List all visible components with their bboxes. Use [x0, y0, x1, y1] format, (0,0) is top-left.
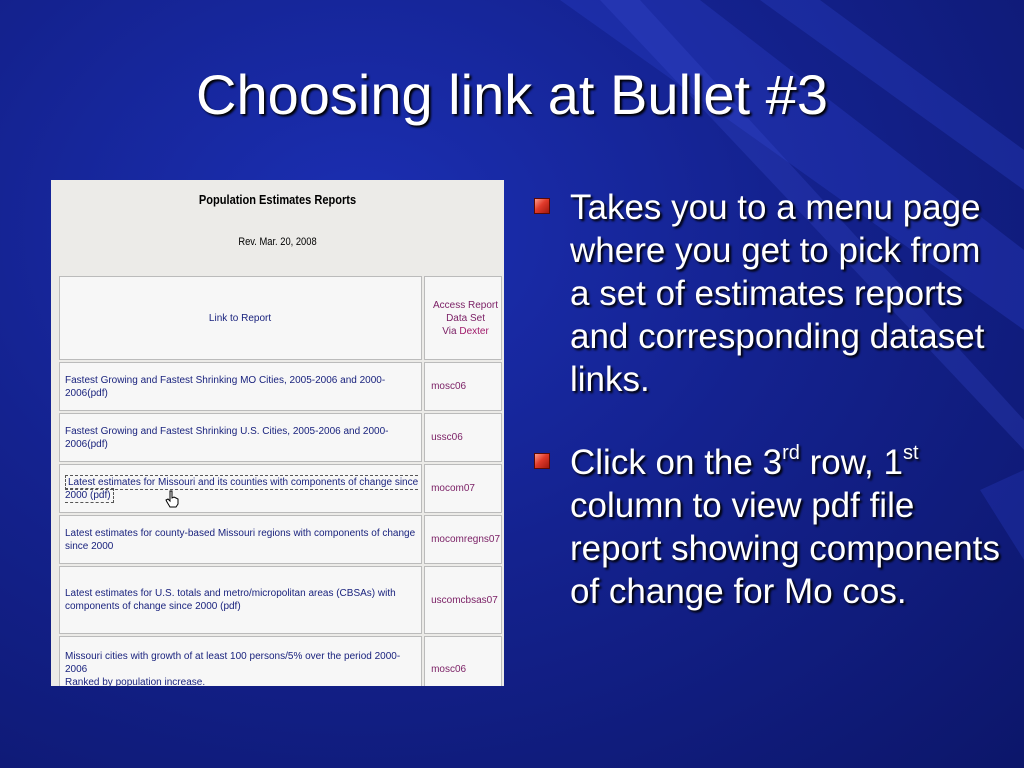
dataset-link[interactable]: mosc06 [424, 362, 502, 411]
dataset-link[interactable]: uscomcbsas07 [424, 566, 502, 634]
header-access-report [424, 276, 502, 360]
table-row [59, 566, 502, 634]
dexter-link[interactable]: Dexter [459, 325, 489, 337]
report-link[interactable]: Fastest Growing and Fastest Shrinking MO Cities, 2005-2006 and 2000-2006(pdf) [59, 362, 422, 411]
header-dataset-label: Data Set [446, 312, 485, 324]
bullet-item [534, 186, 1004, 401]
header-link-to-report: Link to Report [59, 276, 422, 360]
bullet-text: Takes you to a menu page where you get to pick from a set of estimates reports and corresponding dataset links. [570, 188, 985, 399]
report-link-line2: Ranked by population increase. [65, 676, 206, 686]
header-via-line [431, 325, 500, 338]
dataset-link[interactable]: mosc06 [424, 636, 502, 686]
table-header-row [59, 276, 502, 360]
table-row [59, 464, 502, 513]
report-screenshot [51, 180, 504, 686]
report-link-cell[interactable] [59, 636, 422, 686]
ordinal-suffix: st [902, 442, 919, 465]
table-row [59, 413, 502, 462]
bullet-item [534, 441, 1004, 613]
report-table [57, 274, 504, 686]
dataset-link[interactable]: mocomregns07 [424, 515, 502, 564]
slide-title: Choosing link at Bullet #3 [196, 63, 828, 126]
bullet-text-part: row, 1 [799, 443, 903, 482]
bullet-text-part: Click on the 3 [570, 443, 783, 482]
bullet-text-part: column to view pdf file report showing components of change for Mo cos. [570, 486, 1000, 611]
report-link-line1[interactable]: Missouri cities with growth of at least 100 persons/5% over the period 2000-2006 [65, 650, 401, 675]
table-row [59, 515, 502, 564]
square-bullet-icon [534, 453, 550, 469]
report-link[interactable]: Latest estimates for U.S. totals and metro/micropolitan areas (CBSAs) with components of change since 2000 (pdf) [59, 566, 422, 634]
report-date: Rev. Mar. 20, 2008 [238, 236, 317, 248]
table-row [59, 636, 502, 686]
table-row [59, 362, 502, 411]
report-link[interactable]: Latest estimates for county-based Missouri regions with components of change since 2000 [59, 515, 422, 564]
report-title: Population Estimates Reports [198, 192, 357, 207]
dataset-link[interactable]: ussc06 [424, 413, 502, 462]
ordinal-suffix: rd [782, 442, 800, 465]
header-via-label: Via [442, 325, 457, 337]
header-access-label: Access Report [433, 299, 499, 311]
report-link[interactable]: Fastest Growing and Fastest Shrinking U.S. Cities, 2005-2006 and 2000-2006(pdf) [59, 413, 422, 462]
report-link-focused[interactable]: Latest estimates for Missouri and its counties with components of change since 2000 (pdf) [65, 476, 419, 501]
bullet-list [534, 186, 1004, 653]
report-link-cell [59, 464, 422, 513]
square-bullet-icon [534, 198, 550, 214]
bullet-text [570, 443, 1000, 611]
dataset-link[interactable]: mocom07 [424, 464, 502, 513]
hand-cursor-icon [165, 490, 179, 508]
